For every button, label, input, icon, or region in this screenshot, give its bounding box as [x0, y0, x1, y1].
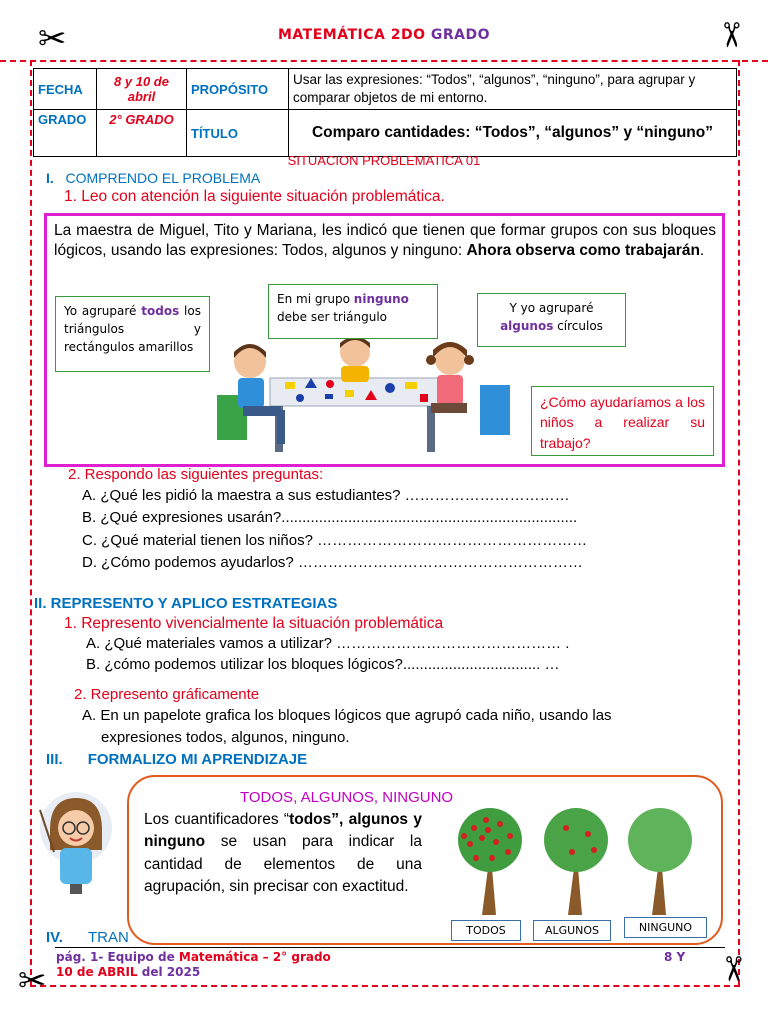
child-right — [426, 342, 510, 435]
fecha-label: FECHA — [34, 69, 97, 110]
footer-line1: pág. 1- Equipo de Matemática – 2° grado — [56, 950, 331, 964]
speech-bubble-algunos: Y yo agruparé algunos círculos — [477, 293, 626, 347]
section1-item1: 1. Leo con atención la siguiente situación problemática. — [64, 188, 445, 205]
tree-label-ninguno: NINGUNO — [624, 917, 707, 938]
cut-line-top — [0, 60, 768, 62]
cut-line-left — [30, 60, 32, 985]
page-title: MATEMÁTICA 2DO GRADO — [278, 27, 490, 43]
question-b: B. ¿Qué expresiones usarán?....................................................................... — [82, 509, 578, 526]
footer-date-right: 8 Y — [664, 950, 686, 964]
section2-question-a: A. ¿Qué materiales vamos a utilizar? ……………………………………… . — [86, 635, 570, 652]
question-a: A. ¿Qué les pidió la maestra a sus estudiantes? …………………………… — [82, 487, 570, 504]
speech-bubble-todos: Yo agruparé todos los triángulos y rectángulos amarillos — [55, 296, 210, 372]
titulo-label: TÍTULO — [187, 110, 289, 157]
cut-line-bottom — [30, 985, 740, 987]
grado-label: GRADO — [34, 110, 97, 157]
footer-line2: 10 de ABRIL del 2025 — [56, 965, 201, 979]
section2-question-a2-line1: A. En un papelote grafica los bloques lógicos que agrupó cada niño, usando las — [82, 707, 612, 724]
speech-bubble-ninguno: En mi grupo ninguno debe ser triángulo — [268, 284, 438, 339]
tree-algunos — [544, 808, 608, 915]
grado-value: 2° GRADO — [97, 110, 187, 157]
section2-item1: 1. Represento vivencialmente la situación problemática — [64, 615, 444, 632]
section3-heading: III. FORMALIZO MI APRENDIZAJE — [46, 751, 308, 768]
formalize-text: Los cuantificadores “todos”, algunos y ninguno se usan para indicar la cantidad de elementos de una agrupación, sin precisar con exactitud. — [144, 811, 422, 896]
child-middle — [340, 337, 370, 383]
footer-rule — [55, 947, 725, 948]
tree-todos — [458, 808, 522, 915]
section2-question-b: B. ¿cómo podemos utilizar los bloques lógicos?................................. … — [86, 656, 560, 673]
tree-ninguno — [628, 808, 692, 915]
section2-question-a2-line2: expresiones todos, algunos, ninguno. — [101, 729, 350, 746]
section4-heading: IV. TRAN — [46, 929, 129, 946]
section2-item2: 2. Represento gráficamente — [74, 686, 260, 703]
scissors-icon: ✂ — [712, 954, 753, 984]
tree-label-todos: TODOS — [451, 920, 521, 941]
story-text: La maestra de Miguel, Tito y Mariana, les indicó que tienen que formar grupos con sus bloques lógicos, usando las expresiones: Todos, algunos y ninguno: Ahora observa como trabajarán. — [54, 222, 716, 260]
question-d: D. ¿Cómo podemos ayudarlos? ………………………………………………… — [82, 554, 583, 571]
children-illustration — [205, 330, 525, 455]
formalize-box-title: TODOS, ALGUNOS, NINGUNO — [240, 789, 454, 806]
fecha-value: 8 y 10 de abril — [97, 69, 187, 110]
situacion-heading: SITUACION PROBLEMATICA 01 — [287, 153, 481, 168]
scissors-icon: ✂ — [710, 20, 751, 50]
section2-heading: II. REPRESENTO Y APLICO ESTRATEGIAS — [34, 595, 338, 612]
trees-illustration — [448, 800, 708, 920]
question-c: C. ¿Qué material tienen los niños? ……………………………………………… — [82, 532, 588, 549]
teacher-icon — [36, 788, 116, 896]
section1-item2: 2. Respondo las siguientes preguntas: — [68, 466, 324, 483]
titulo-value: Comparo cantidades: “Todos”, “algunos” y “ninguno” — [289, 110, 737, 157]
proposito-label: PROPÓSITO — [187, 69, 289, 110]
question-box: ¿Cómo ayudaríamos a los niños a realizar su trabajo? — [531, 386, 714, 456]
section1-heading: I. COMPRENDO EL PROBLEMA — [46, 170, 261, 186]
tree-label-algunos: ALGUNOS — [533, 920, 611, 941]
scissors-icon: ✂ — [18, 961, 47, 1001]
table-graphic — [270, 378, 440, 452]
proposito-value: Usar las expresiones: “Todos”, “algunos”, “ninguno”, para agrupar y comparar objetos de mi entorno. — [289, 69, 737, 110]
cut-line-right — [738, 60, 740, 985]
header-table — [33, 68, 737, 157]
scissors-icon: ✂ — [38, 19, 67, 59]
